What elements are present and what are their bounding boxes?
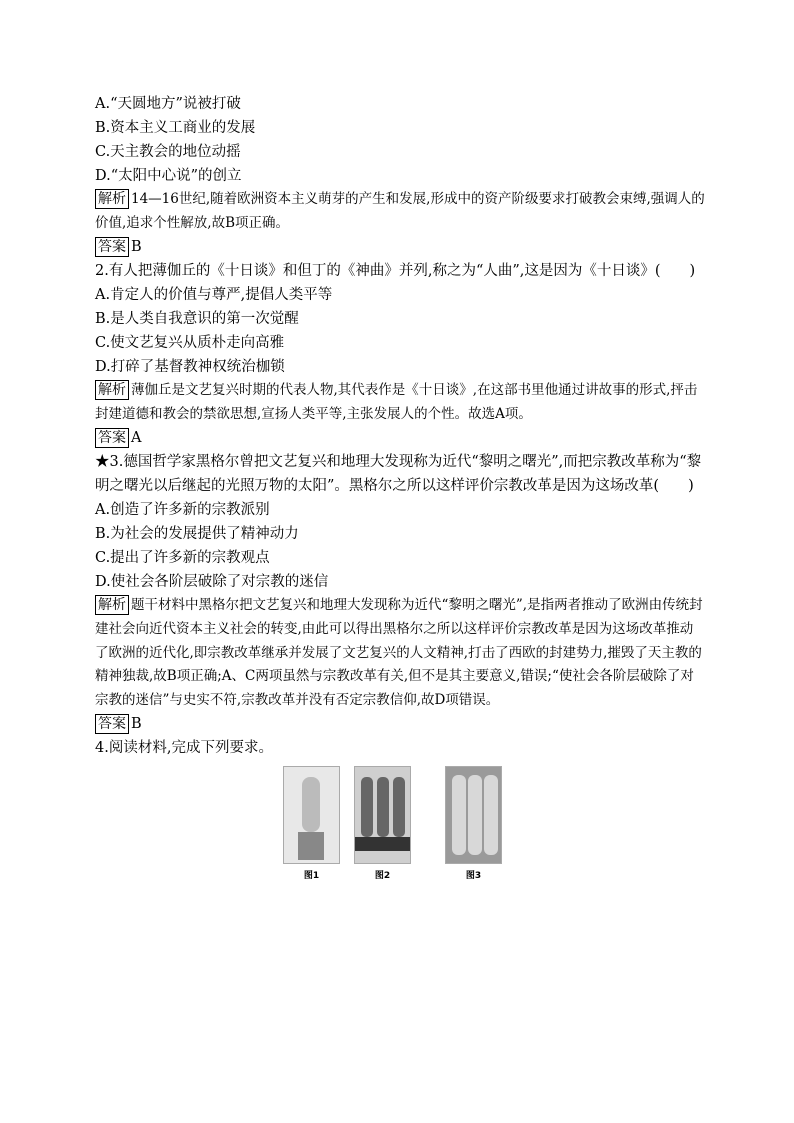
q2-option-c: C.使文艺复兴从质朴走向高雅: [95, 335, 285, 352]
q3-stem: ★3.德国哲学家黑格尔曾把文艺复兴和地理大发现称为近代“黎明之曙光”,而把宗教改革称为“黎明之曙光以后继起的光照万物的太阳”。黑格尔之所以这样评价宗教改革是因为这场改革( ): [95, 454, 702, 495]
q3-option-b: B.为社会的发展提供了精神动力: [95, 526, 299, 543]
figure-3-caption: 图3: [465, 871, 482, 882]
q3-option-a: A.创造了许多新的宗教派别: [95, 502, 270, 519]
q2-option-a: A.肯定人的价值与尊严,提倡人类平等: [95, 287, 333, 304]
q2-stem: 2.有人把薄伽丘的《十日谈》和但丁的《神曲》并列,称之为“人曲”,这是因为《十日谈》( ): [95, 263, 696, 280]
q2-option-d: D.打碎了基督教神权统治枷锁: [95, 359, 285, 376]
figure-2-caption: 图2: [374, 871, 391, 882]
answer-tag: 答案: [95, 237, 129, 257]
figure-1: [283, 766, 340, 881]
answer-tag: 答案: [95, 428, 129, 448]
q2-answer-value: A: [131, 430, 142, 447]
figure-2: [354, 766, 411, 881]
figure-1-caption: 图1: [303, 871, 320, 882]
q3-option-c: C.提出了许多新的宗教观点: [95, 550, 270, 567]
q2-answer: [95, 426, 705, 450]
q1-analysis-text: 14—16世纪,随着欧洲资本主义萌芽的产生和发展,形成中的资产阶级要求打破教会束缚,强调人的价值,追求个性解放,故B项正确。: [95, 191, 705, 231]
analysis-tag: 解析: [95, 189, 129, 209]
q3-option-d: D.使社会各阶层破除了对宗教的迷信: [95, 574, 329, 591]
statue-image: [283, 766, 340, 864]
q2-analysis-text: 薄伽丘是文艺复兴时期的代表人物,其代表作是《十日谈》,在这部书里他通过讲故事的形式,抨击封建道德和教会的禁欲思想,宣扬人类平等,主张发展人的个性。故选A项。: [95, 382, 698, 422]
q1-answer-value: B: [131, 239, 142, 256]
q2-analysis: [95, 379, 705, 426]
q1-option-a: A.“天圆地方”说被打破: [95, 96, 241, 112]
painting-image: [445, 766, 502, 864]
analysis-tag: 解析: [95, 595, 129, 615]
mosaic-image: [354, 766, 411, 864]
analysis-tag: 解析: [95, 380, 129, 400]
q1-analysis: [95, 188, 705, 235]
figure-3: [445, 766, 502, 881]
q1-option-b: B.资本主义工商业的发展: [95, 120, 256, 136]
q1-option-d: D.“太阳中心说”的创立: [95, 168, 242, 184]
answer-tag: 答案: [95, 714, 129, 734]
q1-option-c: C.天主教会的地位动摇: [95, 144, 241, 160]
q2-option-b: B.是人类自我意识的第一次觉醒: [95, 311, 299, 328]
q3-analysis-text: 题干材料中黑格尔把文艺复兴和地理大发现称为近代“黎明之曙光”,是指两者推动了欧洲由传统封建社会向近代资本主义社会的转变,由此可以得出黑格尔之所以这样评价宗教改革是因为这场改革推动了欧洲的近代化,即宗教改革继承并发展了文艺复兴的人文精神,打击了西欧的封建势力,摧毁了天主教的精神独裁,故B项正确;A、C两项虽然与宗教改革有关,但不是其主要意义,错误;“使社会各阶层破除了对宗教的迷信”与史实不符,宗教改革并没有否定宗教信仰,故D项错误。: [95, 597, 703, 708]
document-page: [95, 92, 705, 886]
figure-row: [95, 766, 705, 886]
q3-answer-value: B: [131, 716, 142, 733]
q4-stem: 4.阅读材料,完成下列要求。: [95, 740, 273, 757]
q3-analysis: [95, 594, 705, 712]
q1-answer: [95, 235, 705, 259]
q3-answer: [95, 712, 705, 736]
